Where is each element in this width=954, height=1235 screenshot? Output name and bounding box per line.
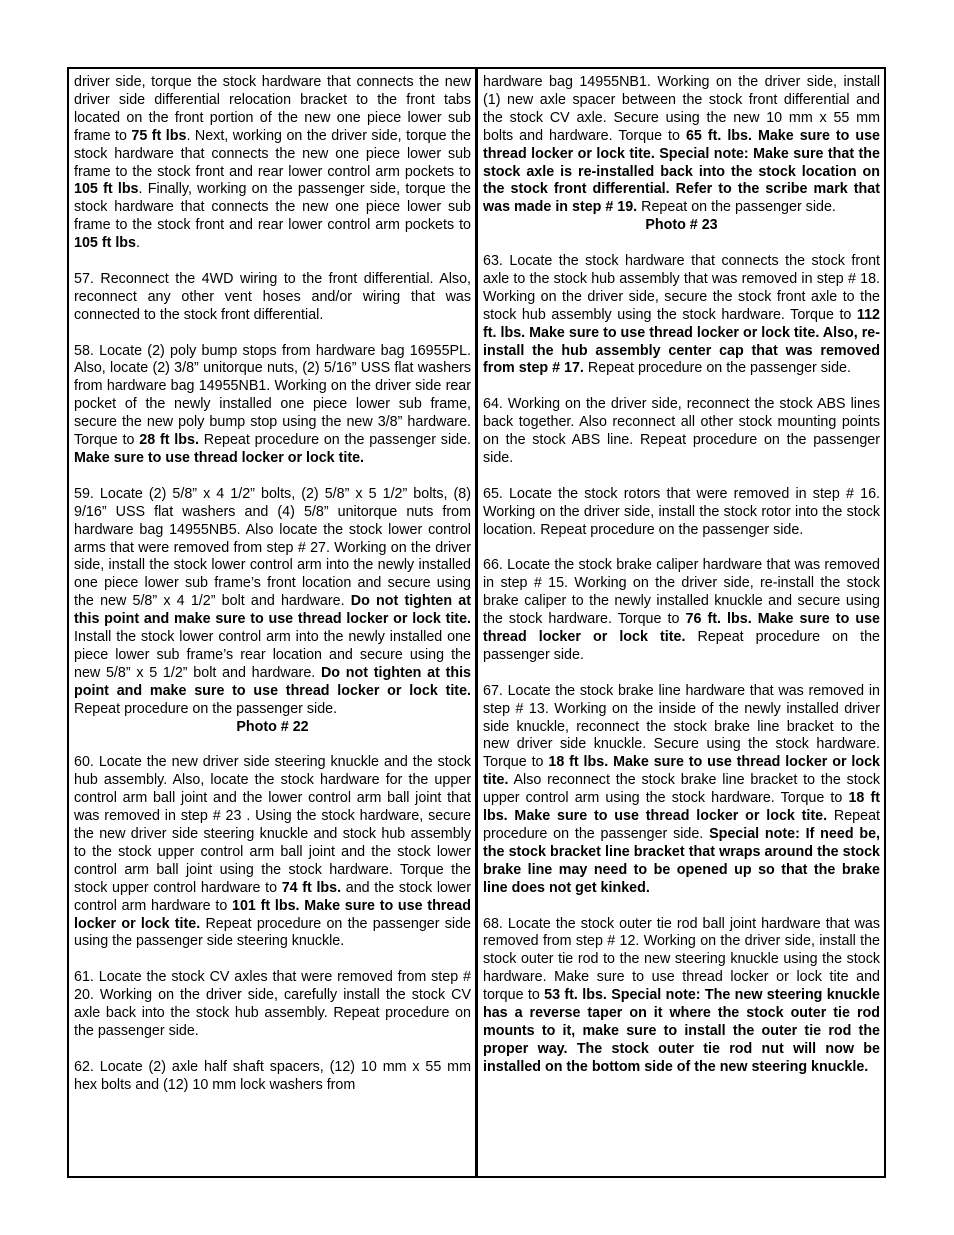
step-63: 63. Locate the stock hardware that connects the stock front axle to the stock hub assembly that was removed in step # 18. Working on the driver side, secure the stock front axle to the stock hub assembly using the stock hardware. Torque to 112 ft. lbs. Make sure to use thread locker or lock tite. Also, re-install the hub assembly center cap that was removed from step # 17. Repeat procedure on the passenger side. (483, 253, 880, 377)
step-68: 68. Locate the stock outer tie rod ball joint hardware that was removed from step # 12. Working on the driver side, install the stock outer tie rod to the new steering knuckle using the stock hardware. Make sure to use thread locker or lock tite and torque to 53 ft. lbs. Special note: The new steering knuckle has a reverse taper on it where the stock outer tie rod mounts to it, make sure to install the outer tie rod the proper way. The stock outer tie rod nut will now be installed on the bottom side of the new steering knuckle. (483, 915, 880, 1075)
photo-caption-22: Photo # 22 (236, 718, 309, 735)
left-column (69, 69, 478, 1176)
step-66: 66. Locate the stock brake caliper hardware that was removed in step # 15. Working on the driver side, re-install the stock brake caliper to the newly installed knuckle and secure using the stock hardware. Torque to 76 ft. lbs. Make sure to use thread locker or lock tite. Repeat procedure on the passenger side. (483, 557, 881, 663)
step-60: 60. Locate the new driver side steering knuckle and the stock hub assembly. Also, locate the stock hardware for the upper control arm ball joint and the lower control arm ball joint that was removed in step # 23 . Using the stock hardware, secure the new driver side steering knuckle and stock hub assembly to the stock upper control arm ball joint and the stock lower control arm ball joint using the stock hardware. Torque the stock upper control hardware to 74 ft lbs. and the stock lower control arm hardware to 101 ft lbs. Make sure to use thread locker or lock tite. Repeat procedure on the passenger side using the passenger side steering knuckle. (74, 754, 472, 950)
step-65: 65. Locate the stock rotors that were removed in step # 16. Working on the driver side, install the stock rotor into the stock location. Repeat procedure on the passenger side. (483, 485, 880, 538)
step-59: 59. Locate (2) 5/8” x 4 1/2” bolts, (2) 5/8” x 5 1/2” bolts, (8) 9/16” USS flat washers and (4) 5/8” unitorque nuts from hardware bag 14955NB5. Also locate the stock lower control arms that were removed from step # 27. Working on the driver side, install the stock lower control arm into the newly installed one piece lower sub frame’s front location and secure using the new 5/8” x 4 1/2” bolt and hardware. Do not tighten at this point and make sure to use thread locker or lock tite. Install the stock lower control arm into the newly installed one piece lower sub frame’s rear location and secure using the new 5/8” x 5 1/2” bolt and hardware. Do not tighten at this point and make sure to use thread locker or lock tite. Repeat procedure on the passenger side. (74, 485, 472, 717)
step-64: 64. Working on the driver side, reconnect the stock ABS lines back together. Also reconnect all other stock mounting points on the stock ABS line. Repeat procedure on the passenger side. (483, 396, 880, 466)
photo-caption-23: Photo # 23 (645, 217, 718, 234)
step-57: 57. Reconnect the 4WD wiring to the front differential. Also, reconnect any other vent hoses and/or wiring that was connected to the stock front differential. (74, 270, 471, 323)
step-61: 61. Locate the stock CV axles that were removed from step # 20. Working on the driver side, carefully install the stock CV axle back into the stock hub assembly. Repeat procedure on the passenger side. (74, 969, 471, 1039)
step-56-continued: driver side, torque the stock hardware that connects the new driver side differential relocation bracket to the front tabs located on the front portion of the new one piece lower sub frame to 75 ft lbs. Next, working on the driver side, torque the stock hardware that connects the new one piece lower sub frame to the stock front and rear lower control arm pockets to 105 ft lbs. Finally, working on the passenger side, torque the stock hardware that connects the new one piece lower sub frame to the stock front and rear lower control arm pockets to 105 ft lbs. (74, 74, 471, 252)
step-67: 67. Locate the stock brake line hardware that was removed in step # 13. Working on the inside of the newly installed driver side knuckle, reconnect the stock brake line bracket to the new driver side knuckle. Secure using the stock hardware. Torque to 18 ft lbs. Make sure to use thread locker or lock tite. Also reconnect the stock brake line bracket to the stock upper control arm using the stock hardware. Torque to 18 ft lbs. Make sure to use thread locker or lock tite. Repeat procedure on the passenger side. Special note: If need be, the stock bracket line bracket that wraps around the stock brake line may need to be opened up so that the brake line does not get kinked. (483, 682, 881, 896)
step-62-continued: hardware bag 14955NB1. Working on the driver side, install (1) new axle spacer between the stock front differential and the stock CV axle. Secure using the new 10 mm x 55 mm bolts and hardware. Torque to 65 ft. lbs. Make sure to use thread locker or lock tite. Special note: Make sure that the stock axle is re-installed back into the stock location on the stock front differential. Refer to the scribe mark that was made in step # 19. Repeat on the passenger side. (483, 74, 880, 216)
instruction-frame (67, 67, 886, 1178)
step-58: 58. Locate (2) poly bump stops from hardware bag 16955PL. Also, locate (2) 3/8” unitorque nuts, (2) 5/16” USS flat washers from hardware bag 14955NB1. Working on the driver side rear pocket of the newly installed one piece lower sub frame, secure the new poly bump stop using the new 3/8” hardware. Torque to 28 ft lbs. Repeat procedure on the passenger side. Make sure to use thread locker or lock tite. (74, 342, 471, 466)
right-column (478, 69, 884, 1176)
step-62: 62. Locate (2) axle half shaft spacers, (12) 10 mm x 55 mm hex bolts and (12) 10 mm lock washers from (74, 1058, 471, 1093)
